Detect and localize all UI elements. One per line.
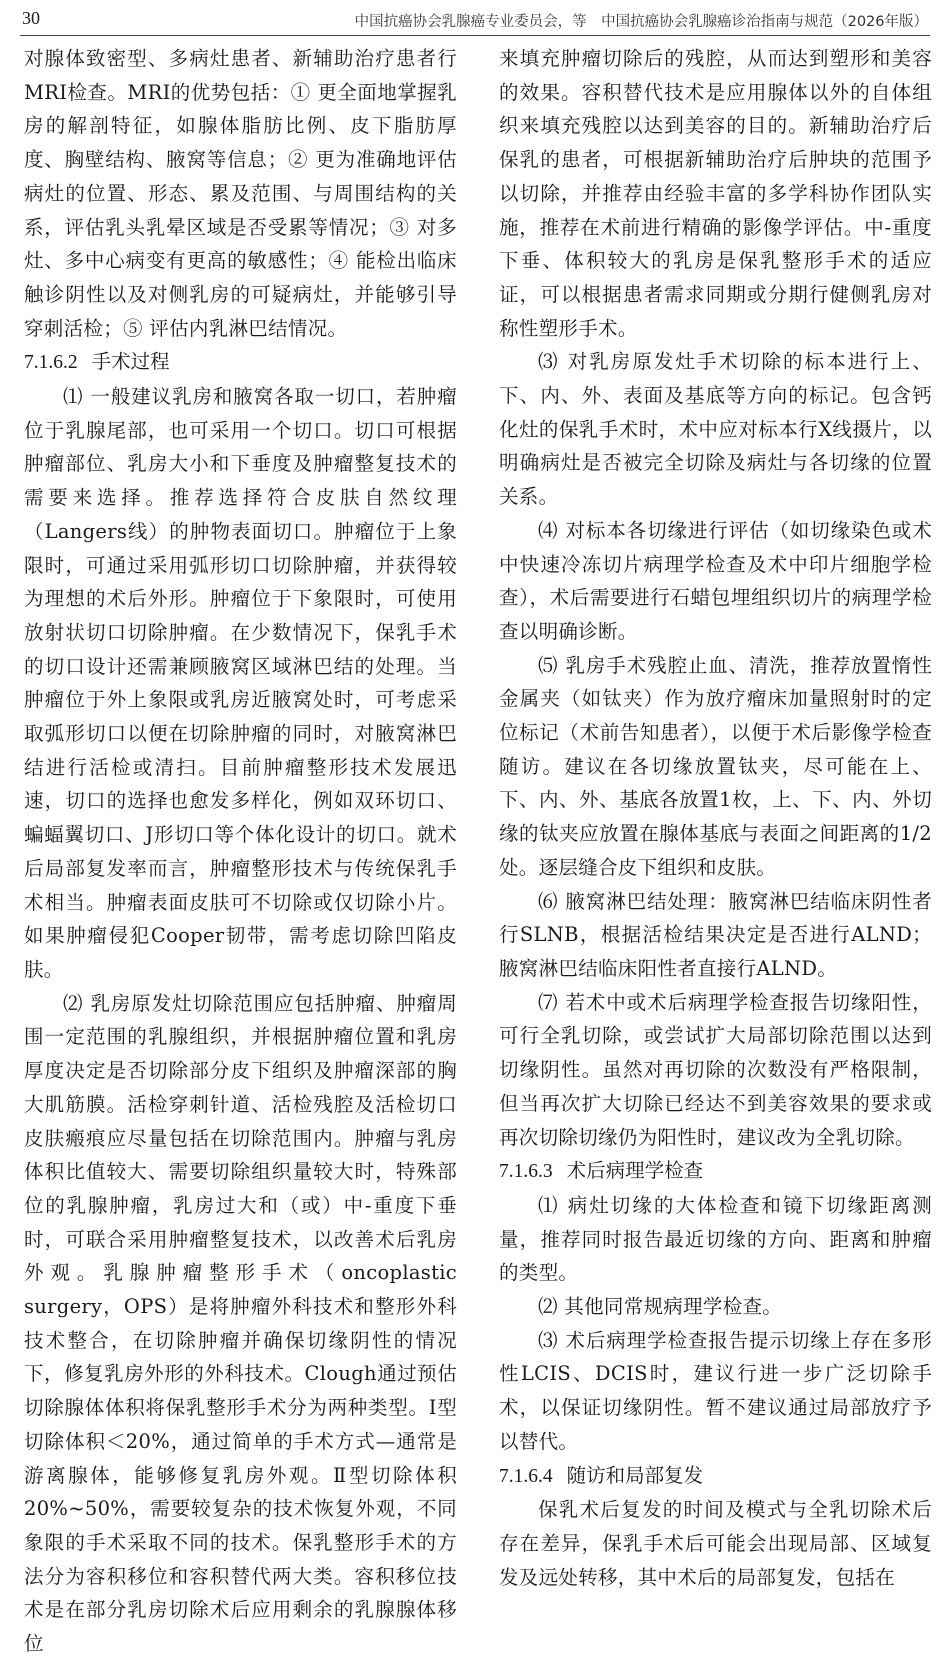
- paragraph: ⑶ 术后病理学检查报告提示切缘上存在多形性LCIS、DCIS时，建议行进一步广泛切除手术，以保证切缘阴性。暂不建议通过局部放疗予以替代。: [499, 1328, 932, 1453]
- running-title: 中国抗癌协会乳腺癌专业委员会，等 中国抗癌协会乳腺癌诊治指南与规范（2026年版）: [354, 14, 928, 30]
- left-column: [24, 42, 457, 1661]
- paragraph: ⑴ 一般建议乳房和腋窝各取一切口，若肿瘤位于乳腺尾部，也可采用一个切口。切口可根据肿瘤部位、乳房大小和下垂度及肿瘤整复技术的需要来选择。推荐选择符合皮肤自然纹理（Langers线）的肿物表面切口。肿瘤位于上象限时，可通过采用弧形切口切除肿瘤，并获得较为理想的术后外形。肿瘤位于下象限时，可使用放射状切口切除肿瘤。在少数情况下，保乳手术的切口设计还需兼顾腋窝区域淋巴结的处理。当肿瘤位于外上象限或乳房近腋窝处时，可考虑采取弧形切口以便在切除肿瘤的同时，对腋窝淋巴结进行活检或清扫。目前肿瘤整形技术发展迅速，切口的选择也愈发多样化，例如双环切口、蝙蝠翼切口、J形切口等个体化设计的切口。就术后局部复发率而言，肿瘤整形技术与传统保乳手术相当。肿瘤表面皮肤可不切除或仅切除小片。如果肿瘤侵犯Cooper韧带，需考虑切除凹陷皮肤。: [24, 385, 457, 981]
- paragraph: ⑴ 病灶切缘的大体检查和镜下切缘距离测量，推荐同时报告最近切缘的方向、距离和肿瘤的类型。: [499, 1193, 932, 1285]
- paragraph: 保乳术后复发的时间及模式与全乳切除术后存在差异，保乳手术后可能会出现局部、区域复发及远处转移，其中术后的局部复发，包括在: [499, 1498, 932, 1589]
- section-heading-7-1-6-4: [499, 1459, 932, 1494]
- section-title: 手术过程: [91, 350, 170, 374]
- section-number: 7.1.6.4: [499, 1465, 553, 1487]
- paragraph: 对腺体致密型、多病灶患者、新辅助治疗患者行MRI检查。MRI的优势包括：① 更全面地掌握乳房的解剖特征，如腺体脂肪比例、皮下脂肪厚度、胸壁结构、腋窝等信息；② 更为准确地评估病灶的位置、形态、累及范围、与周围结构的关系，评估乳头乳晕区域是否受累等情况；③ 对多灶、多中心病变有更高的敏感性；④ 能检出临床触诊阴性以及对侧乳房的可疑病灶，并能够引导穿刺活检；⑤ 评估内乳淋巴结情况。: [24, 47, 457, 340]
- header-rule: [20, 35, 930, 36]
- paragraph: ⑺ 若术中或术后病理学检查报告切缘阳性，可行全乳切除，或尝试扩大局部切除范围以达到切缘阴性。虽然对再切除的次数没有严格限制，但当再次扩大切除已经达不到美容效果的要求或再次切除切缘仍为阳性时，建议改为全乳切除。: [499, 990, 932, 1149]
- section-number: 7.1.6.2: [24, 352, 78, 374]
- section-number: 7.1.6.3: [499, 1161, 553, 1183]
- section-title: 术后病理学检查: [566, 1159, 704, 1183]
- paragraph: 来填充肿瘤切除后的残腔，从而达到塑形和美容的效果。容积替代技术是应用腺体以外的自体组织来填充残腔以达到美容的目的。新辅助治疗后保乳的患者，可根据新辅助治疗后肿块的范围予以切除，并推荐由经验丰富的多学科协作团队实施，推荐在术前进行精确的影像学评估。中-重度下垂、体积较大的乳房是保乳整形手术的适应证，可以根据患者需求同期或分期行健侧乳房对称性塑形手术。: [499, 47, 932, 340]
- paragraph: ⑷ 对标本各切缘进行评估（如切缘染色或术中快速冷冻切片病理学检查及术中印片细胞学检查），术后需要进行石蜡包埋组织切片的病理学检查以明确诊断。: [499, 518, 932, 643]
- paragraph: ⑶ 对乳房原发灶手术切除的标本进行上、下、内、外、表面及基底等方向的标记。包含钙化灶的保乳手术时，术中应对标本行X线摄片，以明确病灶是否被完全切除及病灶与各切缘的位置关系。: [499, 350, 932, 509]
- page-header: [0, 0, 950, 38]
- right-column: [499, 42, 932, 1594]
- section-heading-7-1-6-3: [499, 1154, 932, 1189]
- paragraph: ⑹ 腋窝淋巴结处理：腋窝淋巴结临床阴性者行SLNB，根据活检结果决定是否进行ALND；腋窝淋巴结临床阳性者直接行ALND。: [499, 889, 932, 980]
- section-title: 随访和局部复发: [566, 1463, 704, 1487]
- paragraph: ⑵ 其他同常规病理学检查。: [538, 1295, 783, 1319]
- section-heading-7-1-6-2: [24, 345, 457, 380]
- paragraph: ⑸ 乳房手术残腔止血、清洗，推荐放置惰性金属夹（如钛夹）作为放疗瘤床加量照射时的定位标记（术前告知患者），以便于术后影像学检查随访。建议在各切缘放置钛夹，尽可能在上、下、内、外、基底各放置1枚，上、下、内、外切缘的钛夹应放置在腺体基底与表面之间距离的1/2处。逐层缝合皮下组织和皮肤。: [499, 653, 932, 879]
- paragraph: ⑵ 乳房原发灶切除范围应包括肿瘤、肿瘤周围一定范围的乳腺组织，并根据肿瘤位置和乳房厚度决定是否切除部分皮下组织及肿瘤深部的胸大肌筋膜。活检穿刺针道、活检残腔及活检切口皮肤瘢痕应尽量包括在切除范围内。肿瘤与乳房体积比值较大、需要切除组织量较大时，特殊部位的乳腺肿瘤，乳房过大和（或）中-重度下垂时，可联合采用肿瘤整复技术，以改善术后乳房外观。乳腺肿瘤整形手术（oncoplastic surgery，OPS）是将肿瘤外科技术和整形外科技术整合，在切除肿瘤并确保切缘阴性的情况下，修复乳房外形的外科技术。Clough通过预估切除腺体体积将保乳整形手术分为两种类型。Ⅰ型切除体积＜20%，通过简单的手术方式—通常是游离腺体，能够修复乳房外观。Ⅱ型切除体积20%~50%，需要较复杂的技术恢复外观，不同象限的手术采取不同的技术。保乳整形手术的方法分为容积移位和容积替代两大类。容积移位技术是在部分乳房切除术后应用剩余的乳腺腺体移位: [24, 991, 457, 1656]
- page-number: 30: [22, 8, 40, 28]
